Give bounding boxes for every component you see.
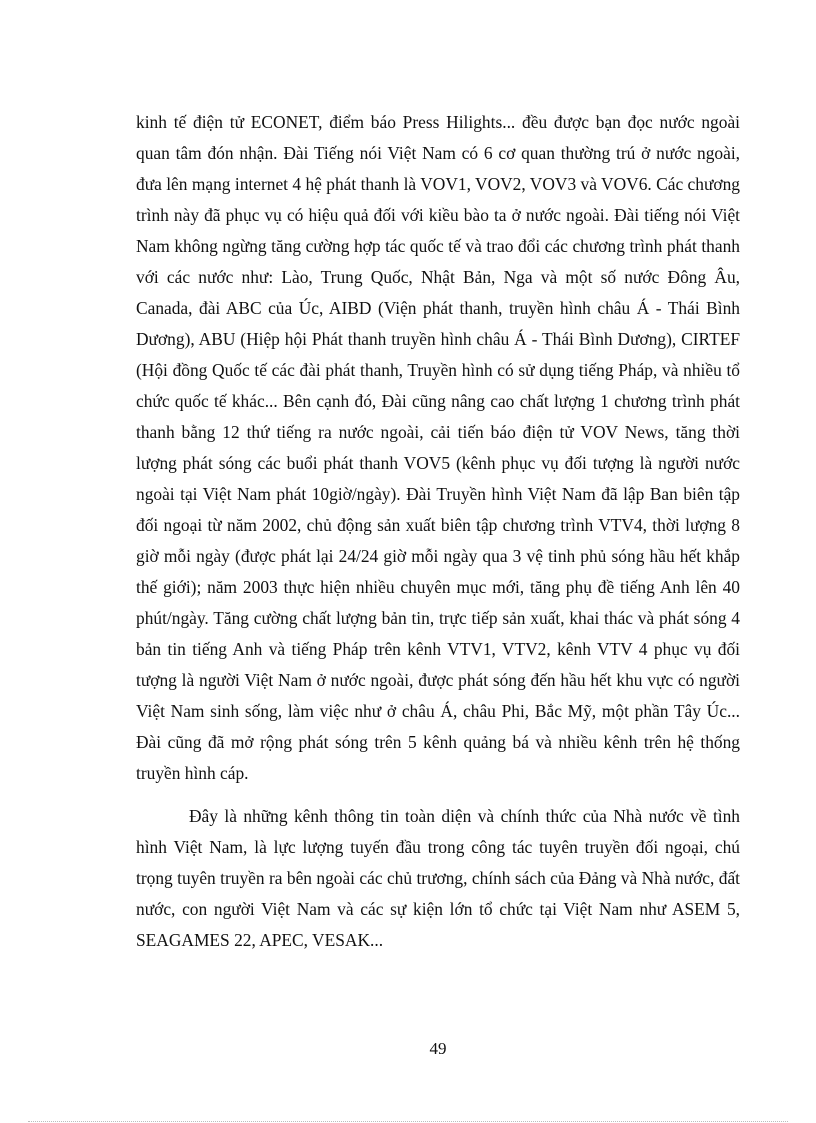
page-bottom-divider [28, 1121, 788, 1122]
paragraph-2: Đây là những kênh thông tin toàn diện và chính thức của Nhà nước về tình hình Việt Nam, là lực lượng tuyến đầu trong công tác tuyên truyền đối ngoại, chú trọng tuyên truyền ra bên ngoài các chủ trương, chính sách của Đảng và Nhà nước, đất nước, con người Việt Nam và các sự kiện lớn tổ chức tại Việt Nam như ASEM 5, SEAGAMES 22, APEC, VESAK... [136, 806, 740, 950]
body-text [136, 107, 740, 956]
paragraph-1: kinh tế điện tử ECONET, điểm báo Press Hilights... đều được bạn đọc nước ngoài quan tâm đón nhận. Đài Tiếng nói Việt Nam có 6 cơ quan thường trú ở nước ngoài, đưa lên mạng internet 4 hệ phát thanh là VOV1, VOV2, VOV3 và VOV6. Các chương trình này đã phục vụ có hiệu quả đối với kiều bào ta ở nước ngoài. Đài tiếng nói Việt Nam không ngừng tăng cường hợp tác quốc tế và trao đổi các chương trình phát thanh với các nước như: Lào, Trung Quốc, Nhật Bản, Nga và một số nước Đông Âu, Canada, đài ABC của Úc, AIBD (Viện phát thanh, truyền hình châu Á - Thái Bình Dương), ABU (Hiệp hội Phát thanh truyền hình châu Á - Thái Bình Dương), CIRTEF (Hội đồng Quốc tế các đài phát thanh, Truyền hình có sử dụng tiếng Pháp, và nhiều tổ chức quốc tế khác... Bên cạnh đó, Đài cũng nâng cao chất lượng 1 chương trình phát thanh bằng 12 thứ tiếng ra nước ngoài, cải tiến báo điện tử VOV News, tăng thời lượng phát sóng các buổi phát thanh VOV5 (kênh phục vụ đối tượng là người nước ngoài tại Việt Nam phát 10giờ/ngày). Đài Truyền hình Việt Nam đã lập Ban biên tập đối ngoại từ năm 2002, chủ động sản xuất biên tập chương trình VTV4, thời lượng 8 giờ mỗi ngày (được phát lại 24/24 giờ mỗi ngày qua 3 vệ tinh phủ sóng hầu hết khắp thế giới); năm 2003 thực hiện nhiều chuyên mục mới, tăng phụ đề tiếng Anh lên 40 phút/ngày. Tăng cường chất lượng bản tin, trực tiếp sản xuất, khai thác và phát sóng 4 bản tin tiếng Anh và tiếng Pháp trên kênh VTV1, VTV2, kênh VTV 4 phục vụ đối tượng là người Việt Nam ở nước ngoài, được phát sóng đến hầu hết khu vực có người Việt Nam sinh sống, làm việc như ở châu Á, châu Phi, Bắc Mỹ, một phần Tây Úc... Đài cũng đã mở rộng phát sóng trên 5 kênh quảng bá và nhiều kênh trên hệ thống truyền hình cáp. [136, 112, 740, 783]
page-number: 49 [429, 1039, 447, 1058]
